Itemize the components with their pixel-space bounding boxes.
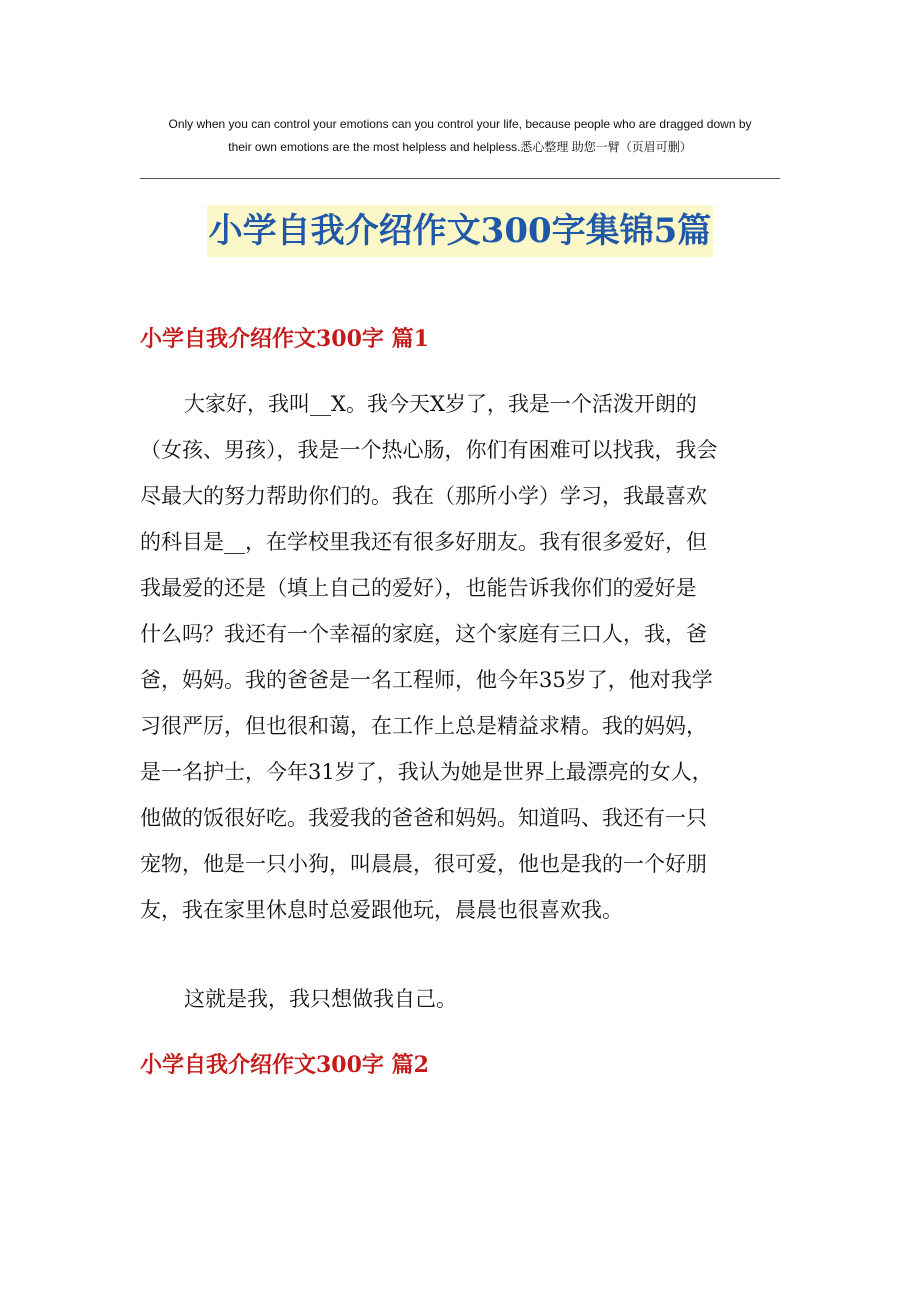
section-heading-2: 小学自我介绍作文300字 篇2 (140, 1052, 429, 1078)
paragraph-line: 什么吗？我还有一个幸福的家庭，这个家庭有三口人，我，爸 (140, 622, 707, 646)
paragraph-line: 是一名护士，今年31岁了，我认为她是世界上最漂亮的女人， (140, 760, 713, 784)
paragraph-line: 尽最大的努力帮助你们的。我在（那所小学）学习，我最喜欢 (140, 484, 707, 508)
paragraph-line: 这就是我，我只想做我自己。 (184, 987, 457, 1011)
paragraph-line: 宠物，他是一只小狗，叫晨晨，很可爱，他也是我的一个好朋 (140, 852, 707, 876)
section-1-paragraph-1 (140, 381, 780, 933)
document-title: 小学自我介绍作文300字集锦5篇 (207, 205, 714, 257)
header-line-2: their own emotions are the most helpless and helpless.悉心整理 助您一臂（页眉可删） (228, 140, 692, 154)
paragraph-line: 友，我在家里休息时总爱跟他玩，晨晨也很喜欢我。 (140, 898, 623, 922)
document-title-container (0, 205, 920, 263)
paragraph-line: 爸，妈妈。我的爸爸是一名工程师，他今年35岁了，他对我学 (140, 668, 713, 692)
paragraph-line: 我最爱的还是（填上自己的爱好），也能告诉我你们的爱好是 (140, 576, 697, 600)
header-line-1: Only when you can control your emotions can you control your life, because people who are dragged down by (168, 117, 752, 131)
section-1-paragraph-2 (140, 976, 780, 1022)
page-header (140, 113, 780, 159)
header-divider (140, 178, 780, 179)
paragraph-line: 习很严厉，但也很和蔼，在工作上总是精益求精。我的妈妈， (140, 714, 707, 738)
paragraph-line: 大家好，我叫__X。我今天X岁了，我是一个活泼开朗的 (184, 392, 697, 416)
paragraph-line: 的科目是__，在学校里我还有很多好朋友。我有很多爱好，但 (140, 530, 707, 554)
paragraph-line: （女孩、男孩），我是一个热心肠，你们有困难可以找我，我会 (140, 438, 718, 462)
section-heading-1: 小学自我介绍作文300字 篇1 (140, 326, 429, 352)
paragraph-line: 他做的饭很好吃。我爱我的爸爸和妈妈。知道吗、我还有一只 (140, 806, 707, 830)
